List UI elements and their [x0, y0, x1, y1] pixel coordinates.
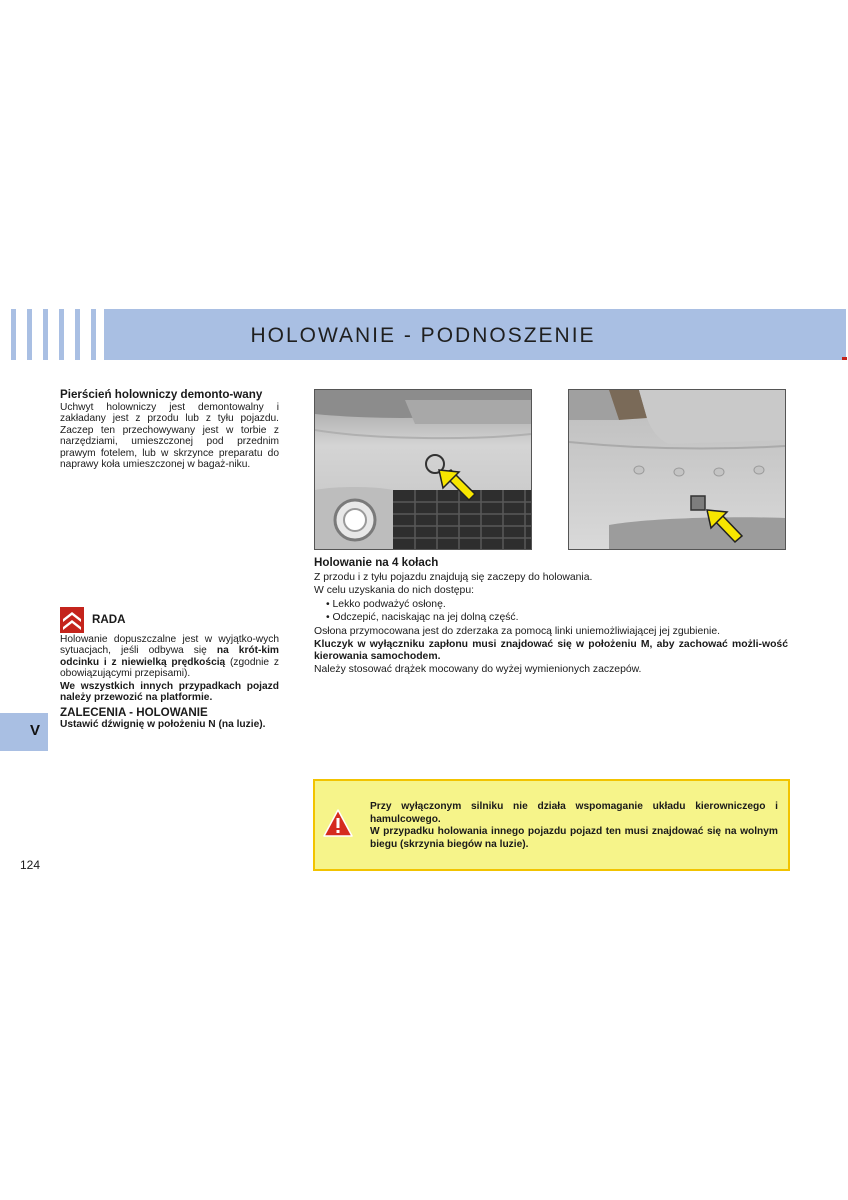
rear-bumper-photo — [568, 389, 786, 550]
front-bumper-photo — [314, 389, 532, 550]
ring-text: Uchwyt holowniczy jest demontowalny i zakładany jest z przodu lub z tyłu pojazdu. Zaczep ten przechowywany jest w torbie z narzędziami, umieszczonej pod przednim prawym fotelem, lub w skrzynce preparatu do naprawy koła umieszczonej w bagaż-niku. — [60, 402, 279, 471]
header-stripe — [91, 309, 96, 360]
warning-text — [370, 801, 778, 851]
recommend-text: Ustawić dźwignię w położeniu N (na luzie). — [60, 719, 266, 731]
ring-section — [60, 389, 279, 470]
towing-text: W celu uzyskania do nich dostępu: — [314, 585, 474, 597]
towing-text: Osłona przymocowana jest do zderzaka za pomocą linki uniemożliwiającej jej zgubienie. — [314, 625, 721, 637]
towing-text: Z przodu i z tyłu pojazdu znajdują się zaczepy do holowania. — [314, 572, 593, 583]
chapter-letter: V — [30, 722, 41, 739]
towing-section — [314, 557, 788, 677]
header-stripe — [59, 309, 64, 360]
ignition-note: Kluczyk w wyłączniku zapłonu musi znajdować się w położeniu M, aby zachować możli-wość kierowania samochodem. — [314, 639, 788, 662]
rada-bold-paragraph: We wszystkich innych przypadkach pojazd należy przewozić na platformie. — [60, 680, 279, 704]
rada-text: Holowanie dopuszczalne jest w wyjątko-wych sytuacjach, jeśli odbywa się na krót-kim odcinku i z niewielką prędkością (zgodnie z obowiązującymi przepisami). — [60, 634, 279, 680]
header-stripe — [75, 309, 80, 360]
rada-section — [60, 634, 279, 731]
page-title: HOLOWANIE - PODNOSZENIE — [250, 324, 596, 347]
list-item: • Lekko podważyć osłonę. — [326, 598, 446, 610]
warning-paragraph: W przypadku holowania innego pojazdu pojazd ten musi znajdować się na wolnym biegu (skrzynia biegów na luzie). — [370, 826, 778, 850]
towing-text: Należy stosować drążek mocowany do wyżej wymienionych zaczepów. — [314, 664, 642, 676]
chapter-tab — [0, 713, 48, 751]
header-stripe — [11, 309, 16, 360]
list-item: • Odczepić, naciskając na jej dolną część. — [326, 612, 519, 624]
recommend-title: ZALECENIA - HOLOWANIE — [60, 706, 208, 720]
page-number: 124 — [20, 858, 41, 872]
citroen-chevron-icon — [60, 607, 84, 633]
warning-exclamation-icon — [323, 808, 353, 838]
rada-label: RADA — [92, 613, 126, 626]
header-stripe — [27, 309, 32, 360]
towing-title: Holowanie na 4 kołach — [314, 556, 439, 569]
warning-paragraph: Przy wyłączonym silniku nie działa wspomaganie układu kierowniczego i hamulcowego. — [370, 801, 778, 825]
ring-title: Pierścień holowniczy demonto-wany — [60, 388, 263, 401]
header-stripe — [43, 309, 48, 360]
header-accent — [842, 357, 847, 360]
